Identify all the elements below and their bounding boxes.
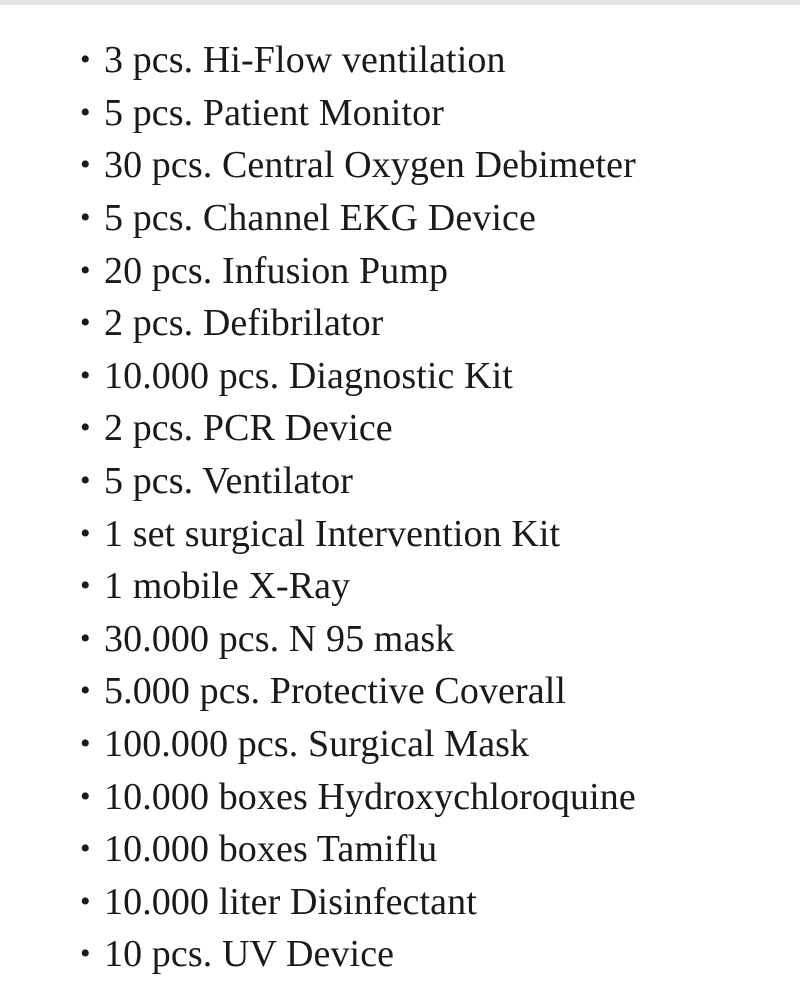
bullet-icon: • — [80, 43, 91, 77]
bullet-icon: • — [80, 937, 91, 971]
bullet-icon: • — [80, 727, 91, 761]
bullet-icon: • — [80, 674, 91, 708]
list-item-text: 20 pcs. Infusion Pump — [104, 249, 449, 292]
bullet-icon: • — [80, 464, 91, 498]
list-item-text: 30 pcs. Central Oxygen Debimeter — [104, 144, 636, 187]
list-item — [80, 139, 636, 192]
list-item-text: 30.000 pcs. N 95 mask — [104, 617, 455, 660]
supply-list — [80, 34, 636, 981]
list-item-text: 1 set surgical Intervention Kit — [104, 512, 561, 555]
bullet-icon: • — [80, 621, 91, 655]
bullet-icon: • — [80, 779, 91, 813]
bullet-icon: • — [80, 569, 91, 603]
list-item — [80, 718, 636, 771]
bullet-icon: • — [80, 253, 91, 287]
list-item — [80, 876, 636, 929]
list-item — [80, 244, 636, 297]
list-item-text: 10.000 boxes Tamiflu — [104, 828, 438, 871]
top-divider — [0, 0, 800, 5]
list-item — [80, 770, 636, 823]
bullet-icon: • — [80, 411, 91, 445]
bullet-icon: • — [80, 516, 91, 550]
list-item-text: 100.000 pcs. Surgical Mask — [104, 723, 530, 766]
list-item-text: 5 pcs. Patient Monitor — [104, 91, 444, 134]
list-item — [80, 823, 636, 876]
list-item — [80, 87, 636, 140]
bullet-icon: • — [80, 306, 91, 340]
list-item — [80, 297, 636, 350]
list-item-text: 10.000 boxes Hydroxychloroquine — [104, 775, 636, 818]
list-item — [80, 928, 636, 981]
list-item-text: 3 pcs. Hi-Flow ventilation — [104, 39, 506, 82]
list-item-text: 10.000 pcs. Diagnostic Kit — [104, 354, 513, 397]
list-item-text: 10 pcs. UV Device — [104, 933, 395, 976]
bullet-icon: • — [80, 832, 91, 866]
list-item — [80, 350, 636, 403]
bullet-icon: • — [80, 884, 91, 918]
bullet-icon: • — [80, 201, 91, 235]
bullet-icon: • — [80, 148, 91, 182]
list-item-text: 10.000 liter Disinfectant — [104, 880, 477, 923]
list-item — [80, 507, 636, 560]
list-item — [80, 192, 636, 245]
list-item-text: 2 pcs. Defibrilator — [104, 302, 384, 345]
list-item-text: 5.000 pcs. Protective Coverall — [104, 670, 567, 713]
list-item-text: 1 mobile X-Ray — [104, 565, 351, 608]
list-item-text: 5 pcs. Channel EKG Device — [104, 197, 536, 240]
bullet-icon: • — [80, 358, 91, 392]
list-item — [80, 613, 636, 666]
list-item — [80, 560, 636, 613]
list-item — [80, 34, 636, 87]
list-item-text: 5 pcs. Ventilator — [104, 460, 354, 503]
list-item — [80, 455, 636, 508]
list-item — [80, 402, 636, 455]
list-item — [80, 665, 636, 718]
list-item-text: 2 pcs. PCR Device — [104, 407, 393, 450]
bullet-icon: • — [80, 95, 91, 129]
